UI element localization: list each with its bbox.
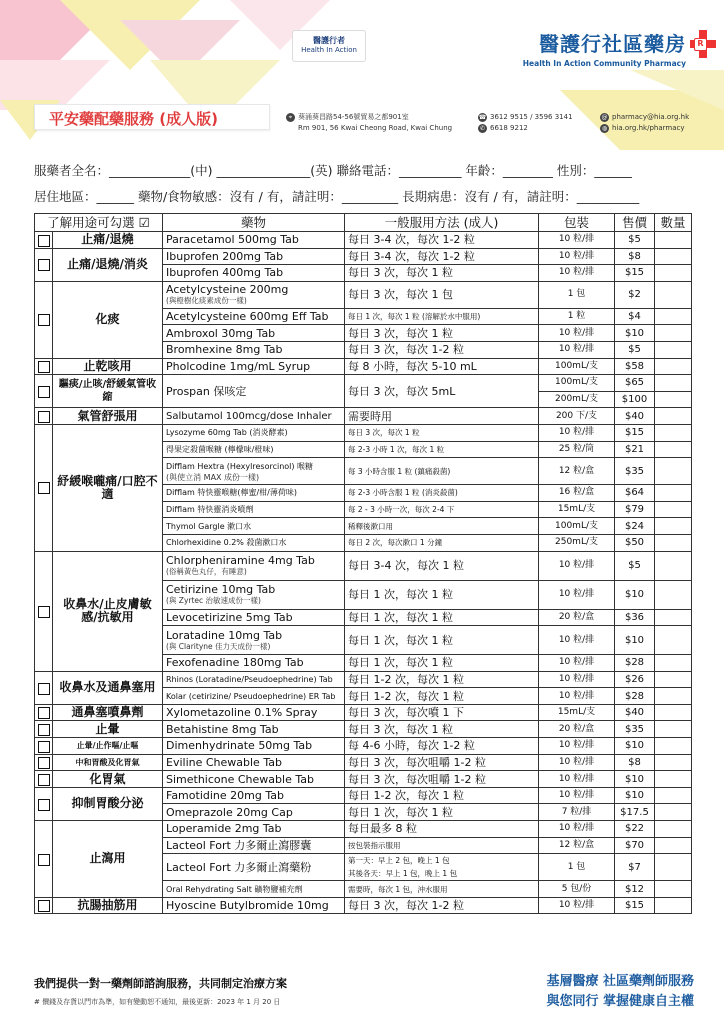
table-row [35,704,692,721]
header-package: 包裝 [539,214,615,232]
drug-name: 得果定殺菌喉糖 (檸檬味/橙味) [163,441,345,458]
package: 10 粒/排 [539,626,615,655]
header-price: 售價 [615,214,655,232]
usage: 每日最多 8 粒 [345,821,539,838]
package: 10 粒/排 [539,424,615,441]
drug-name: Difflam Hextra (Hexylresorcinol) 喉糖 (與使立消 MAX 成份一樣) [163,458,345,485]
quantity-cell[interactable] [655,897,692,914]
quantity-cell[interactable] [655,281,692,308]
checkbox[interactable] [38,259,50,271]
table-row [35,551,692,580]
drug-name: Chlorhexidine 0.2% 殺菌漱口水 [163,534,345,551]
usage: 每 2-3 小時含服 1 粒 (消炎殺菌) [345,485,539,502]
whatsapp-number[interactable]: 6618 9212 [490,124,528,132]
quantity-cell[interactable] [655,458,692,485]
package: 10 粒/排 [539,771,615,788]
quantity-cell[interactable] [655,485,692,502]
usage: 每日 3 次，每次噴 1 下 [345,704,539,721]
price: $50 [615,534,655,551]
category: 抗腸抽筋用 [53,897,163,914]
checkbox-cell [35,281,53,358]
drug-name: Ambroxol 30mg Tab [163,325,345,342]
price: $10 [615,626,655,655]
quantity-cell[interactable] [655,265,692,282]
price: $10 [615,580,655,609]
whatsapp-icon: ✆ [479,124,486,132]
drug-name: Ibuprofen 400mg Tab [163,265,345,282]
title-box [34,104,270,130]
drug-name: Thymol Gargle 漱口水 [163,518,345,535]
quantity-cell[interactable] [655,804,692,821]
checkbox-cell [35,375,53,408]
table-row [35,738,692,755]
package: 20 粒/盒 [539,609,615,626]
package: 10 粒/排 [539,655,615,672]
header-quantity: 數量 [655,214,692,232]
drug-name: Paracetamol 500mg Tab [163,232,345,249]
quantity-cell[interactable] [655,655,692,672]
usage: 每日 3 次，每次 1 粒 [345,721,539,738]
drug-name: Kolar (cetirizine/ Pseudoephedrine) ER Tab [163,688,345,705]
checkbox[interactable] [38,757,50,769]
package: 200mL/支 [539,391,615,408]
package: 10 粒/排 [539,821,615,838]
online-contact-block [600,112,689,134]
quantity-cell[interactable] [655,580,692,609]
package: 10 粒/排 [539,265,615,282]
category: 氣管舒張用 [53,408,163,425]
price: $5 [615,551,655,580]
web-icon: ◍ [601,124,608,132]
quantity-cell[interactable] [655,609,692,626]
price: $40 [615,408,655,425]
checkbox-cell [35,551,53,671]
table-row [35,721,692,738]
drug-name: Loratadine 10mg Tab (與 Clarityne 佳力天成份一樣) [163,626,345,655]
quantity-cell[interactable] [655,248,692,265]
package: 15mL/支 [539,501,615,518]
usage: 每日 1-2 次，每次 1 粒 [345,671,539,688]
checkbox[interactable] [38,724,50,736]
usage: 每日 3 次，每次咀嚼 1-2 粒 [345,771,539,788]
price: $70 [615,837,655,854]
checkbox[interactable] [38,314,50,326]
drug-name: Lysozyme 60mg Tab (消炎酵素) [163,424,345,441]
package: 25 粒/筒 [539,441,615,458]
quantity-cell[interactable] [655,721,692,738]
price: $22 [615,821,655,838]
quantity-cell[interactable] [655,391,692,408]
header-usage: 一般服用方法 (成人) [345,214,539,232]
usage: 每日 1-2 次，每次 1 粒 [345,787,539,804]
price: $15 [615,265,655,282]
phone-block [478,112,573,134]
price: $15 [615,424,655,441]
footer-tagline-1: 基層醫療 社區藥劑師服務 [546,974,694,989]
drug-name: Prospan 保咳定 [163,375,345,408]
phone-icon: ☎ [478,113,487,121]
quantity-cell[interactable] [655,626,692,655]
drug-name: Difflam 特快靈消炎噴劑 [163,501,345,518]
usage: 每日 3 次，每次 1 粒 [345,265,539,282]
usage: 每日 1 次，每次 1 粒 [345,804,539,821]
checkbox-cell [35,424,53,551]
package: 12 粒/盒 [539,837,615,854]
checkbox[interactable] [38,411,50,423]
drug-name: Betahistine 8mg Tab [163,721,345,738]
price: $8 [615,754,655,771]
package: 1 包 [539,854,615,881]
drug-name: Lacteol Fort 力多爾止瀉膠囊 [163,837,345,854]
price: $36 [615,609,655,626]
quantity-cell[interactable] [655,518,692,535]
quantity-cell[interactable] [655,358,692,375]
drug-name: Acetylcysteine 600mg Eff Tab [163,308,345,325]
checkbox[interactable] [38,386,50,398]
drug-name: Hyoscine Butylbromide 10mg [163,897,345,914]
email-icon: @ [601,113,608,121]
price: $10 [615,771,655,788]
price: $28 [615,688,655,705]
usage: 每日 3 次，每次 1 粒 [345,424,539,441]
drug-note: (俗稱黃色丸仔，有睡意) [166,567,247,576]
table-row [35,248,692,265]
usage: 每日 3 次，每次咀嚼 1-2 粒 [345,754,539,771]
quantity-cell[interactable] [655,881,692,898]
patient-info-line-1[interactable]: 服藥者全名：_____________(中) _______________(英) 聯絡電話：__________ 年齡：________ 性別：______ [34,163,632,178]
table-row [35,754,692,771]
price: $100 [615,391,655,408]
package: 10 粒/排 [539,248,615,265]
usage: 稀釋後漱口用 [345,518,539,535]
price: $8 [615,248,655,265]
pharmacy-name-block [523,28,686,68]
checkbox[interactable] [38,482,50,494]
checkbox-cell [35,754,53,771]
price: $26 [615,671,655,688]
checkbox[interactable] [38,799,50,811]
category: 中和胃酸及化胃氣 [53,754,163,771]
checkbox-cell [35,821,53,898]
drug-name: Bromhexine 8mg Tab [163,341,345,358]
drug-name: Levocetirizine 5mg Tab [163,609,345,626]
usage: 每日 3 次，每次 1 包 [345,281,539,308]
usage: 每 2 - 3 小時一次，每次 2-4 下 [345,501,539,518]
table-row [35,358,692,375]
quantity-cell[interactable] [655,688,692,705]
address-block [286,112,452,134]
category: 止暈/止作嘔/止嘔 [53,738,163,755]
category: 止暈 [53,721,163,738]
table-row [35,281,692,308]
price: $58 [615,358,655,375]
quantity-cell[interactable] [655,534,692,551]
table-row [35,671,692,688]
usage: 每日 1-2 次，每次 1 粒 [345,688,539,705]
website-link[interactable]: hia.org.hk/pharmacy [612,124,685,132]
price: $5 [615,232,655,249]
price: $35 [615,721,655,738]
footer-tagline-2: 與您同行 掌握健康自主權 [546,994,694,1009]
price: $17.5 [615,804,655,821]
quantity-cell[interactable] [655,771,692,788]
header-check: 了解用途可勾選 ☑ [35,214,163,232]
price: $24 [615,518,655,535]
checkbox-cell [35,787,53,820]
checkbox-cell [35,248,53,281]
checkbox-cell [35,408,53,425]
package: 5 包/份 [539,881,615,898]
drug-name: Eviline Chewable Tab [163,754,345,771]
usage: 按包裝指示服用 [345,837,539,854]
table-row [35,375,692,392]
package: 10 粒/排 [539,341,615,358]
table-row [35,232,692,249]
checkbox-cell [35,671,53,704]
usage: 每日 1 次，每次 1 粒 (溶解於水中服用) [345,308,539,325]
usage: 需要時，每次 1 包，沖水服用 [345,881,539,898]
pharmacy-name-en: Health In Action Community Pharmacy [522,59,686,68]
table-row [35,897,692,914]
drug-name: Oral Rehydrating Salt 礦物鹽補充劑 [163,881,345,898]
price: $7 [615,854,655,881]
checkbox[interactable] [38,707,50,719]
quantity-cell[interactable] [655,232,692,249]
pharmacy-name-zh: 醫護行社區藥房 [539,32,686,56]
package: 20 粒/盒 [539,721,615,738]
category: 止乾咳用 [53,358,163,375]
location-icon: ⌖ [286,113,295,122]
category: 止痛/退燒 [53,232,163,249]
usage: 需要時用 [345,408,539,425]
rx-badge: R [694,38,707,51]
price: $28 [615,655,655,672]
drug-name: Lacteol Fort 力多爾止瀉藥粉 [163,854,345,881]
usage: 每日 1 次，每次 1 粒 [345,609,539,626]
organisation-logo [292,30,366,62]
phone-number[interactable]: 3612 9515 / 3596 3141 [490,113,573,121]
package: 15mL/支 [539,704,615,721]
logo-name: 醫護行者 [313,36,345,45]
package: 100mL/支 [539,375,615,392]
category: 抑制胃酸分泌 [53,787,163,820]
checkbox-cell [35,738,53,755]
price: $64 [615,485,655,502]
checkbox[interactable] [38,774,50,786]
checkbox[interactable] [38,854,50,866]
package: 12 粒/盒 [539,458,615,485]
price: $12 [615,881,655,898]
footer-note: # 價錢及存貨以門市為準，如有變動恕不通知，最後更新：2023 年 1 月 20 日 [34,998,281,1006]
package: 100mL/支 [539,358,615,375]
price: $10 [615,787,655,804]
package: 1 粒 [539,308,615,325]
checkbox-cell [35,771,53,788]
address-zh: 葵涌葵昌路54-56號貿易之都901室 [298,113,409,121]
usage: 每日 1 次，每次 1 粒 [345,655,539,672]
checkbox-cell [35,358,53,375]
usage: 每 3 小時含服 1 粒 (鎮痛殺菌) [345,458,539,485]
drug-name: Loperamide 2mg Tab [163,821,345,838]
usage: 每 4-6 小時，每次 1-2 粒 [345,738,539,755]
drug-name: Xylometazoline 0.1% Spray [163,704,345,721]
quantity-cell[interactable] [655,738,692,755]
table-row [35,771,692,788]
package: 10 粒/排 [539,232,615,249]
quantity-cell[interactable] [655,551,692,580]
quantity-cell[interactable] [655,787,692,804]
usage: 每日 1 次，每次 1 粒 [345,626,539,655]
usage: 每日 3-4 次，每次 1-2 粒 [345,248,539,265]
quantity-cell[interactable] [655,837,692,854]
pharmacy-cross-icon [690,30,716,58]
quantity-cell[interactable] [655,408,692,425]
package: 250mL/支 [539,534,615,551]
package: 7 粒/排 [539,804,615,821]
quantity-cell[interactable] [655,308,692,325]
usage-line-2: 其後各天：早上 1 包，晚上 1 包 [348,869,458,879]
drug-note: (與使立消 MAX 成份一樣) [166,472,260,482]
drug-note: (與 Clarityne 佳力天成份一樣) [166,641,271,651]
price: $79 [615,501,655,518]
checkbox-cell [35,232,53,249]
header-drug: 藥物 [163,214,345,232]
checkbox-cell [35,897,53,914]
footer-slogan: 我們提供一對一藥劑師諮詢服務，共同制定治療方案 [34,977,287,990]
category: 止瀉用 [53,821,163,898]
package: 10 粒/排 [539,738,615,755]
address-en: Rm 901, 56 Kwai Cheong Road, Kwai Chung [298,124,453,132]
quantity-cell[interactable] [655,821,692,838]
page-title: 平安藥配藥服務 (成人版) [49,110,218,128]
quantity-cell[interactable] [655,375,692,392]
quantity-cell[interactable] [655,441,692,458]
drug-name: Dimenhydrinate 50mg Tab [163,738,345,755]
drug-name: Rhinos (Loratadine/Pseudoephedrine) Tab [163,671,345,688]
usage: 第一天：早上 2 包，晚上 1 包 其後各天：早上 1 包，晚上 1 包 [345,854,539,881]
drug-name: Famotidine 20mg Tab [163,787,345,804]
drug-name: Omeprazole 20mg Cap [163,804,345,821]
usage: 每日 3-4 次，每次 1 粒 [345,551,539,580]
checkbox[interactable] [38,235,50,247]
checkbox[interactable] [38,741,50,753]
table-header-row [35,214,692,232]
price: $15 [615,897,655,914]
price: $35 [615,458,655,485]
price: $5 [615,341,655,358]
usage: 每日 3 次，每次 1-2 粒 [345,897,539,914]
category: 止痛/退燒/消炎 [53,248,163,281]
checkbox-cell [35,721,53,738]
checkbox[interactable] [38,900,50,912]
package: 10 粒/排 [539,671,615,688]
drug-name: Fexofenadine 180mg Tab [163,655,345,672]
drug-note: (與橙樹化痰素成份一樣) [166,296,247,306]
price: $40 [615,704,655,721]
logo-subtitle: Health In Action [301,46,357,54]
usage: 每日 3 次，每次 1 粒 [345,325,539,342]
category: 收鼻水/止皮膚敏感/抗敏用 [53,551,163,671]
checkbox[interactable] [38,361,50,373]
drug-name: Acetylcysteine 200mg (與橙樹化痰素成份一樣) [163,281,345,308]
usage: 每日 2 次，每次漱口 1 分鐘 [345,534,539,551]
checkbox[interactable] [38,683,50,695]
package: 10 粒/排 [539,325,615,342]
usage: 每日 3-4 次，每次 1-2 粒 [345,232,539,249]
patient-info-line-2[interactable]: 居住地區：______ 藥物/食物敏感：沒有 / 有，請註明：_________ 長期病患：沒有 / 有，請註明：__________ [34,189,640,204]
quantity-cell[interactable] [655,501,692,518]
checkbox[interactable] [38,606,50,618]
quantity-cell[interactable] [655,704,692,721]
price: $21 [615,441,655,458]
medication-table [34,213,692,914]
category: 驅痰/止咳/舒緩氣管收縮 [53,375,163,408]
package: 16 粒/盒 [539,485,615,502]
drug-name: Salbutamol 100mcg/dose Inhaler [163,408,345,425]
category: 收鼻水及通鼻塞用 [53,671,163,704]
quantity-cell[interactable] [655,854,692,881]
price: $65 [615,375,655,392]
quantity-cell[interactable] [655,325,692,342]
usage: 每日 3 次，每次 1-2 粒 [345,341,539,358]
usage: 每 2-3 小時 1 次，每次 1 粒 [345,441,539,458]
category: 化痰 [53,281,163,358]
usage: 每日 3 次，每次 5mL [345,375,539,408]
table-row [35,821,692,838]
package: 100mL/支 [539,518,615,535]
footer-tagline [546,972,694,1012]
package: 10 粒/排 [539,897,615,914]
category: 通鼻塞噴鼻劑 [53,704,163,721]
package: 200 下/支 [539,408,615,425]
email-link[interactable]: pharmacy@hia.org.hk [612,113,690,121]
package: 10 粒/排 [539,688,615,705]
drug-name: Cetirizine 10mg Tab (與 Zyrtec 治敏速成份一樣) [163,580,345,609]
package: 10 粒/排 [539,754,615,771]
price: $4 [615,308,655,325]
drug-name: Difflam 特快靈喉糖(檸蜜/柑/薄荷味) [163,485,345,502]
page-header [0,0,724,150]
price: $10 [615,738,655,755]
package: 10 粒/排 [539,580,615,609]
price: $10 [615,325,655,342]
package: 10 粒/排 [539,787,615,804]
quantity-cell[interactable] [655,424,692,441]
price: $2 [615,281,655,308]
table-row [35,424,692,441]
drug-name: Simethicone Chewable Tab [163,771,345,788]
package: 10 粒/排 [539,551,615,580]
category: 化胃氣 [53,771,163,788]
checkbox-cell [35,704,53,721]
quantity-cell[interactable] [655,341,692,358]
drug-note: (與 Zyrtec 治敏速成份一樣) [166,596,261,605]
drug-name: Chlorpheniramine 4mg Tab (俗稱黃色丸仔，有睡意) [163,551,345,580]
drug-name: Pholcodine 1mg/mL Syrup [163,358,345,375]
category: 紓緩喉嚨痛/口腔不適 [53,424,163,551]
drug-name: Ibuprofen 200mg Tab [163,248,345,265]
table-row [35,408,692,425]
quantity-cell[interactable] [655,671,692,688]
table-row [35,787,692,804]
usage: 每日 1 次，每次 1 粒 [345,580,539,609]
package: 1 包 [539,281,615,308]
usage: 每 8 小時，每次 5-10 mL [345,358,539,375]
quantity-cell[interactable] [655,754,692,771]
